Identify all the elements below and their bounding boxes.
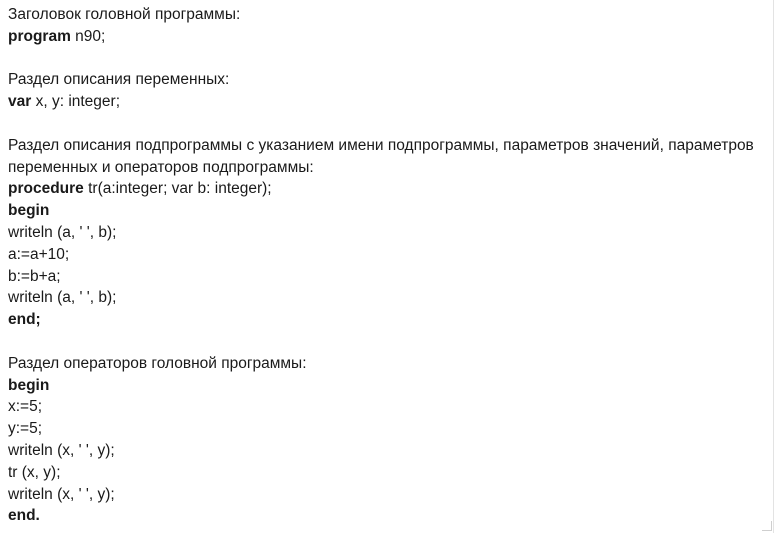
keyword-var: var (8, 93, 32, 111)
code-line: writeln (a, ' ', b); (8, 289, 117, 307)
code-line: writeln (a, ' ', b); (8, 223, 117, 241)
procedure-declaration (8, 178, 773, 200)
var-list: x, y: integer; (31, 93, 121, 111)
section-subprogram (8, 135, 773, 331)
resize-grip-icon (762, 521, 772, 531)
procedure-signature: tr(a:integer; var b: integer); (83, 180, 272, 198)
section-heading: Раздел описания подпрограммы с указанием имени подпрограммы, параметров значений, параметров переменных и операторов подпрограммы: (8, 136, 754, 176)
keyword-begin: begin (8, 376, 50, 394)
keyword-end: end; (8, 311, 41, 329)
section-program-header (8, 4, 773, 48)
section-main-operators (8, 353, 773, 527)
frame-border (773, 0, 774, 533)
document-body (8, 4, 773, 527)
program-declaration (8, 26, 773, 48)
code-line: b:=b+a; (8, 267, 61, 285)
section-heading: Раздел описания переменных: (8, 71, 230, 89)
program-name: n90; (70, 27, 106, 45)
keyword-procedure: procedure (8, 180, 84, 198)
code-line: writeln (x, ' ', y); (8, 441, 115, 459)
section-heading: Раздел операторов головной программы: (8, 354, 307, 372)
code-line: writeln (x, ' ', y); (8, 485, 115, 503)
var-declaration (8, 91, 773, 113)
code-line: tr (x, y); (8, 463, 61, 481)
section-variables (8, 69, 773, 113)
code-line: a:=a+10; (8, 245, 70, 263)
code-line: x:=5; (8, 398, 43, 416)
code-line: y:=5; (8, 420, 43, 438)
keyword-begin: begin (8, 202, 50, 220)
keyword-end: end. (8, 507, 40, 525)
section-heading: Заголовок головной программы: (8, 6, 241, 23)
keyword-program: program (8, 27, 71, 45)
